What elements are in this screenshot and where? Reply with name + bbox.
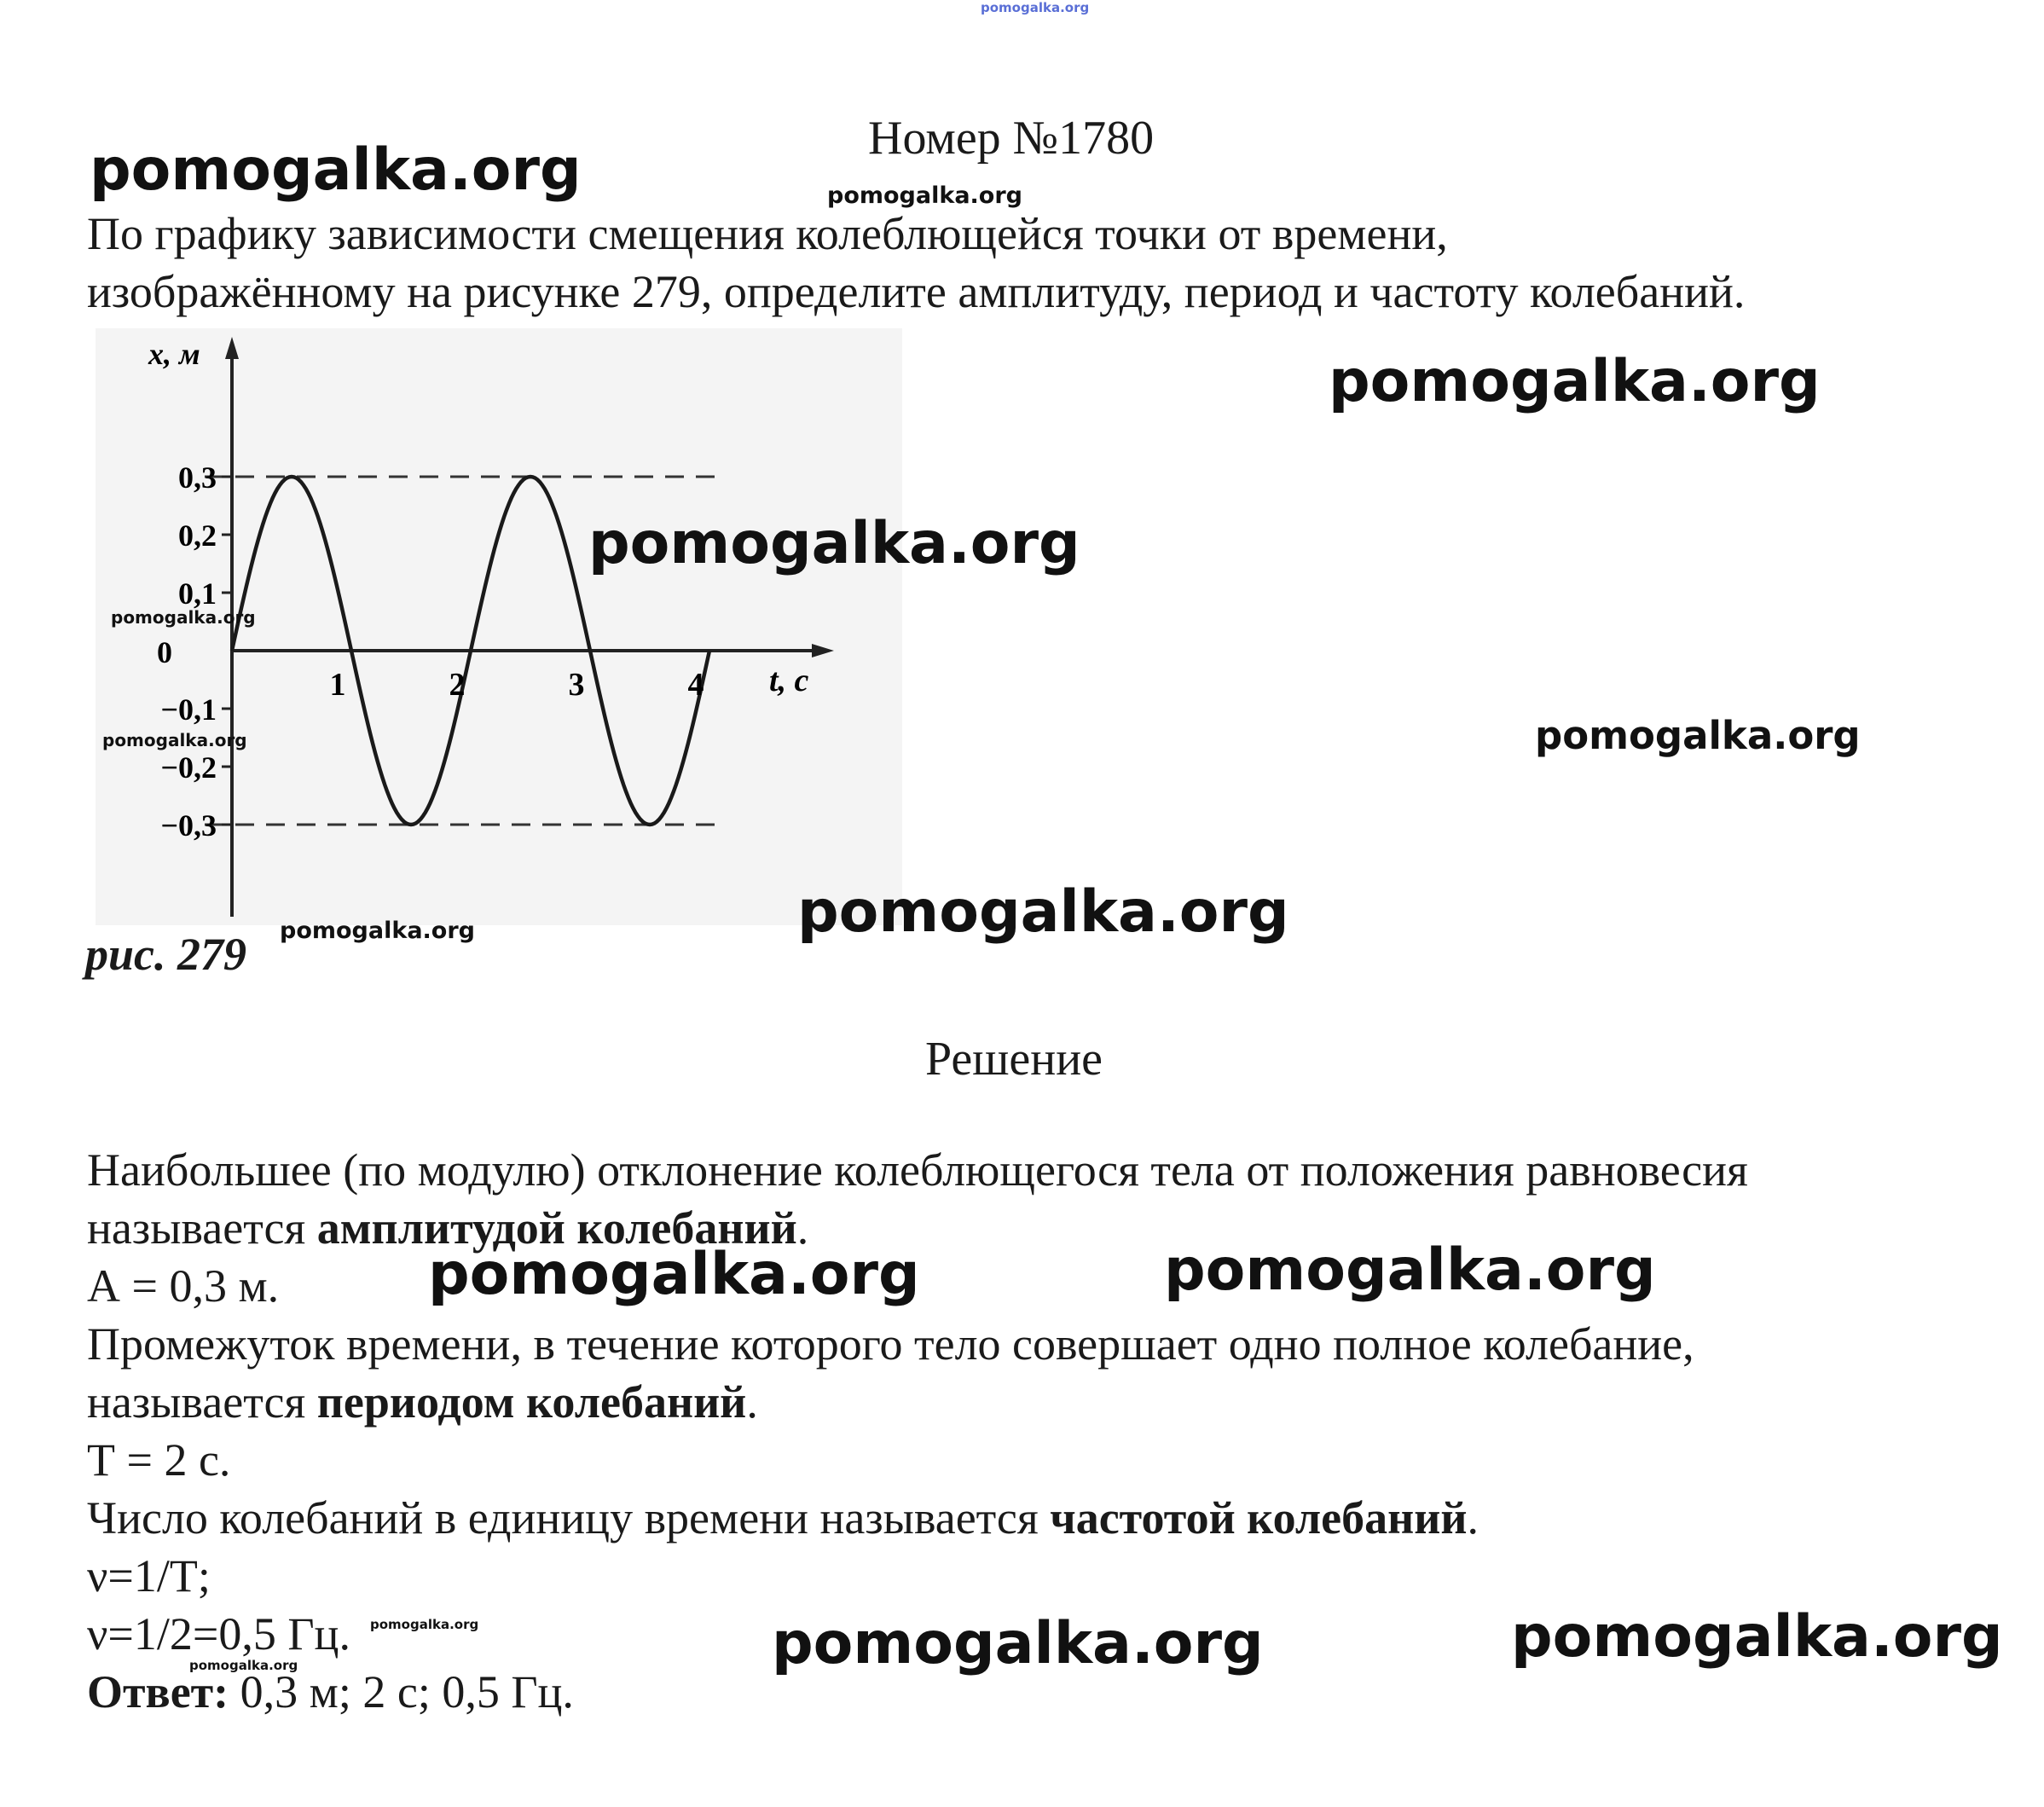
origin-label: 0	[157, 635, 172, 669]
x-tick-label: 3	[568, 667, 585, 703]
y-axis-label: x, м	[148, 337, 200, 371]
watermark-bottom-right: pomogalka.org	[1511, 1603, 2003, 1671]
problem-text-line-1: По графику зависимости смещения колеблющейся точки от времени,	[87, 208, 1448, 259]
term-period: периодом колебаний	[316, 1376, 747, 1428]
period-value: Т = 2 с.	[87, 1434, 231, 1486]
y-tick-label: −0,3	[160, 808, 217, 843]
watermark-solution-1: pomogalka.org	[428, 1241, 920, 1308]
answer-label: Ответ:	[87, 1666, 229, 1717]
watermark-header-small: pomogalka.org	[827, 182, 1022, 209]
y-tick-label: −0,2	[160, 750, 217, 785]
watermark-solution-2: pomogalka.org	[1164, 1237, 1656, 1304]
p2-pre: называется	[87, 1376, 317, 1428]
watermark-header-large: pomogalka.org	[90, 136, 582, 204]
p3-pre: Число колебаний в единицу времени называется	[87, 1492, 1051, 1543]
watermark-under-figure: pomogalka.org	[797, 878, 1289, 946]
solution-heading: Решение	[925, 1033, 1103, 1086]
solution-p2-line-2	[87, 1373, 758, 1431]
x-tick-label: 1	[329, 667, 346, 703]
x-axis-label: t, с	[769, 663, 809, 698]
watermark-right-2: pomogalka.org	[1535, 713, 1861, 758]
x-tick-label: 2	[449, 667, 466, 703]
problem-text-line-2: изображённому на рисунке 279, определите амплитуду, период и частоту колебаний.	[87, 266, 1746, 317]
watermark-figure-left-2: pomogalka.org	[102, 730, 247, 750]
answer-value: 0,3 м; 2 с; 0,5 Гц.	[229, 1666, 574, 1717]
x-tick-label: 4	[687, 667, 704, 703]
frequency-formula: ν=1/Т;	[87, 1550, 211, 1601]
figure-caption: рис. 279	[85, 929, 246, 980]
solution-p1-line-1: Наибольшее (по модулю) отклонение колеблющегося тела от положения равновесия	[87, 1144, 1748, 1196]
y-tick-label: 0,3	[178, 460, 217, 495]
answer-line	[87, 1663, 574, 1721]
p2-post: .	[746, 1376, 758, 1428]
watermark-figure-center: pomogalka.org	[588, 510, 1080, 577]
watermark-answer: pomogalka.org	[189, 1658, 298, 1673]
p1-post: .	[796, 1202, 809, 1254]
p1-pre: называется	[87, 1202, 317, 1254]
watermark-figure-left-1: pomogalka.org	[111, 607, 256, 628]
watermark-top: pomogalka.org	[981, 0, 1090, 15]
y-tick-label: 0,1	[178, 576, 217, 611]
watermark-caption: pomogalka.org	[280, 918, 475, 944]
watermark-bottom-center: pomogalka.org	[772, 1610, 1264, 1677]
y-tick-label: 0,2	[178, 518, 217, 553]
problem-title: Номер №1780	[868, 112, 1155, 165]
watermark-formula: pomogalka.org	[370, 1617, 479, 1632]
term-frequency: частотой колебаний	[1050, 1492, 1468, 1543]
p3-post: .	[1467, 1492, 1479, 1543]
solution-p2-line-1: Промежуток времени, в течение которого тело совершает одно полное колебание,	[87, 1318, 1694, 1370]
amplitude-value: А = 0,3 м.	[87, 1260, 280, 1312]
frequency-value: ν=1/2=0,5 Гц.	[87, 1608, 350, 1659]
solution-p3	[87, 1489, 1479, 1547]
watermark-right-1: pomogalka.org	[1329, 348, 1821, 415]
term-amplitude: амплитудой колебаний	[316, 1202, 797, 1254]
y-tick-label: −0,1	[160, 692, 217, 727]
